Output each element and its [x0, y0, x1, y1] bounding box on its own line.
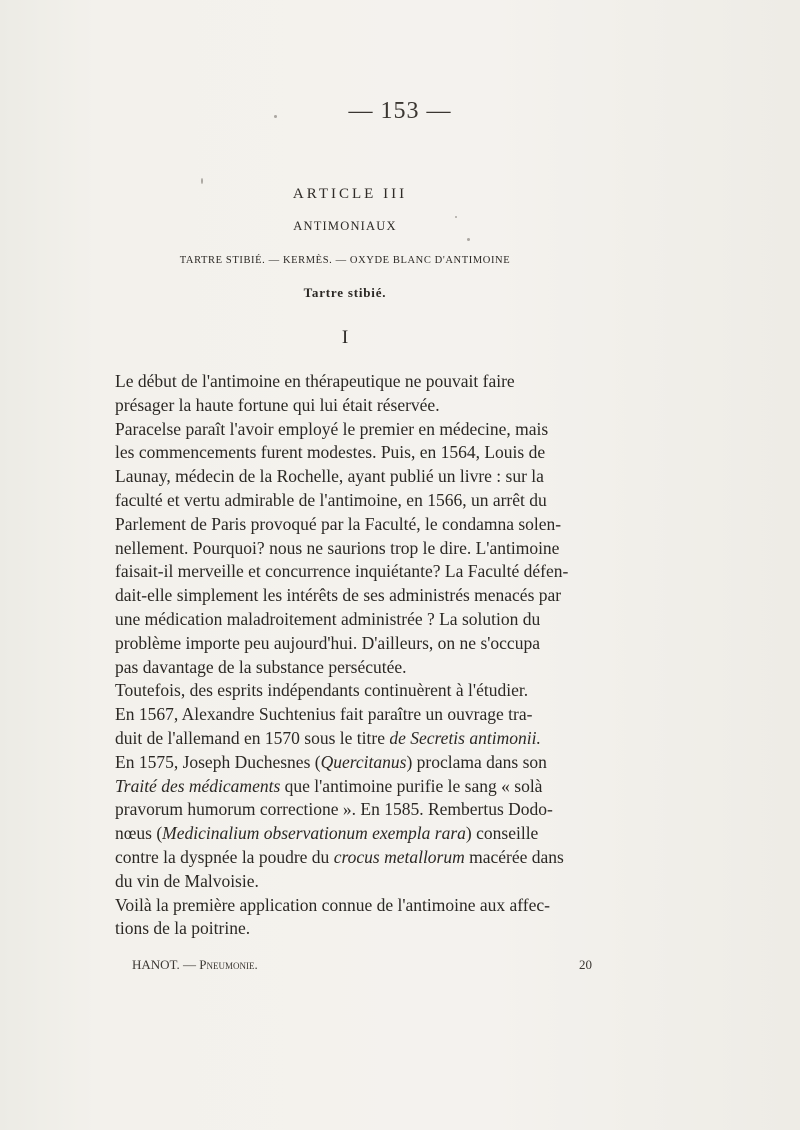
- paragraph: [115, 751, 597, 894]
- text-line: Paracelse paraît l'avoir employé le premier en médecine, mais: [115, 418, 549, 439]
- text-line: nellement. Pourquoi? nous ne saurions trop le dire. L'antimoine: [115, 537, 560, 558]
- italic-title: Traité des médicaments: [115, 775, 281, 796]
- text-line: ) conseille: [465, 823, 539, 844]
- text-line: Le début de l'antimoine en thérapeutique ne pouvait faire: [115, 371, 515, 391]
- text-line: les commencements furent modestes. Puis, en 1564, Louis de: [115, 442, 546, 463]
- paragraph: [115, 418, 597, 680]
- italic-title: Medicinalium observationum exempla rara: [162, 823, 466, 844]
- text-line: Parlement de Paris provoqué par la Faculté, le condamna solen-: [115, 513, 562, 534]
- italic-name: Quercitanus: [320, 751, 407, 772]
- text-line: que l'antimoine purifie le sang « solà: [280, 775, 543, 796]
- paper-speck: [455, 216, 457, 218]
- paragraph: [115, 679, 597, 703]
- paper-speck: [467, 238, 470, 241]
- paragraph: [115, 370, 597, 418]
- roman-numeral-heading: I: [341, 327, 349, 348]
- italic-term: crocus metallorum: [333, 846, 465, 867]
- text-line: Voilà la première application connue de l'antimoine aux affec-: [115, 894, 550, 915]
- text-line: pas davantage de la substance persécutée.: [115, 656, 407, 677]
- paragraph: [115, 703, 597, 751]
- sub-heading: Tartre stibié.: [303, 285, 387, 300]
- text-line: macérée dans: [464, 846, 564, 867]
- text-line: dait-elle simplement les intérêts de ses administrés menacés par: [115, 585, 562, 606]
- text-line: nœus (: [115, 823, 163, 844]
- paragraph: [115, 894, 597, 942]
- text-line: faculté et vertu admirable de l'antimoine, en 1566, un arrêt du: [115, 489, 547, 510]
- text-line: tions de la poitrine.: [115, 918, 251, 939]
- text-line: présager la haute fortune qui lui était réservée.: [115, 394, 440, 415]
- text-line: contre la dyspnée la poudre du: [115, 846, 334, 867]
- page-number: — 153 —: [348, 98, 452, 124]
- text-line: Launay, médecin de la Rochelle, ayant publié un livre : sur la: [115, 466, 544, 487]
- text-line: ) proclama dans son: [406, 751, 547, 772]
- text-line: pravorum humorum correctione ». En 1585. Rembertus Dodo-: [115, 799, 553, 820]
- paper-speck: [201, 178, 203, 184]
- text-line: faisait-il merveille et concurrence inquiétante? La Faculté défen-: [115, 561, 569, 582]
- body-text: [115, 370, 597, 941]
- text-line: problème importe peu aujourd'hui. D'ailleurs, on ne s'occupa: [115, 632, 540, 653]
- subtitle: TARTRE STIBIÉ. — KERMÈS. — OXYDE BLANC D'ANTIMOINE: [179, 255, 511, 266]
- footer-signature: 20: [579, 957, 592, 972]
- text-line: Toutefois, des esprits indépendants continuèrent à l'étudier.: [115, 680, 529, 701]
- footer-author: HANOT. — Pneumonie.: [132, 957, 258, 972]
- article-title: ARTICLE III: [292, 186, 408, 202]
- text-line: En 1567, Alexandre Suchtenius fait paraître un ouvrage tra-: [115, 704, 533, 725]
- text-line: duit de l'allemand en 1570 sous le titre: [115, 727, 390, 748]
- italic-title: de Secretis antimonii.: [389, 727, 541, 748]
- text-line: du vin de Malvoisie.: [115, 870, 259, 891]
- text-line: En 1575, Joseph Duchesnes (: [115, 751, 321, 772]
- section-title: ANTIMONIAUX: [293, 219, 397, 233]
- paper-speck: [274, 115, 277, 118]
- text-line: une médication maladroitement administrée ? La solution du: [115, 608, 541, 629]
